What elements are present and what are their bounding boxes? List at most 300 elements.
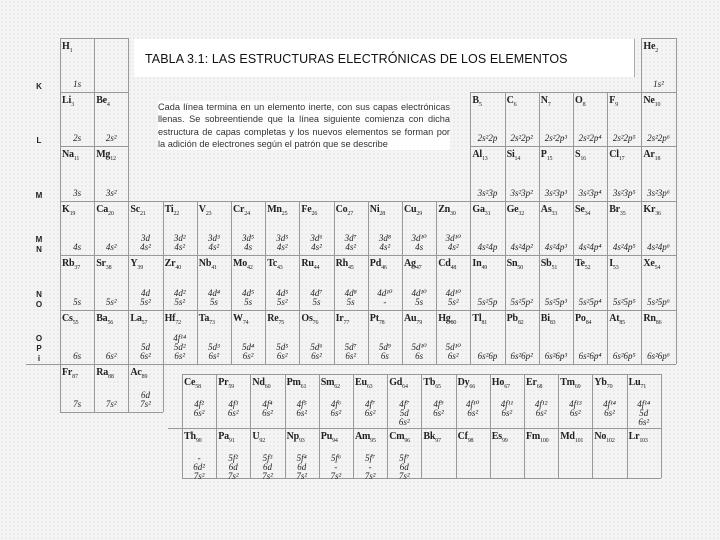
electron-configuration: 5s (73, 297, 82, 307)
element-symbol (423, 431, 440, 444)
element-symbol (643, 258, 660, 271)
element-symbol (609, 204, 625, 217)
element-cell-c (505, 92, 539, 146)
element-cell-sr (94, 255, 128, 310)
element-symbol-text: Au (404, 313, 417, 324)
element-cell-es (490, 428, 524, 478)
atomic-number: 6 (513, 102, 517, 108)
electron-configuration: 4f⁴ 6s² (262, 399, 273, 418)
electron-configuration: 6s (73, 351, 82, 361)
element-symbol-text: Na (62, 149, 74, 160)
element-cell-ge (505, 201, 539, 255)
element-symbol (472, 313, 487, 326)
electron-configuration: 4f⁵ 6s² (296, 399, 308, 418)
element-cell-k (60, 201, 94, 255)
electron-configuration: 6s²6p² (510, 351, 533, 361)
element-symbol-text: Sc (130, 204, 140, 215)
element-symbol-text: Pd (369, 258, 382, 269)
element-cell-i (607, 255, 641, 310)
element-cell-er (524, 374, 558, 426)
electron-configuration: 4d¹⁰ - (377, 288, 393, 307)
element-symbol (267, 258, 282, 271)
electron-configuration: 7s (73, 399, 82, 409)
element-symbol (507, 95, 517, 108)
element-symbol-text: Fr (62, 367, 73, 378)
element-cell-s (573, 146, 607, 201)
element-symbol-text: Po (575, 313, 586, 324)
element-symbol-text: No (594, 431, 607, 442)
element-symbol-text: Ge (506, 204, 519, 215)
atomic-number: 55 (72, 320, 79, 326)
electron-configuration: 5d³ 6s² (208, 342, 220, 361)
element-cell-si (505, 146, 539, 201)
element-symbol (301, 258, 319, 271)
atomic-number: 56 (107, 320, 114, 326)
element-symbol (199, 258, 217, 271)
element-cell-re (265, 310, 299, 364)
element-symbol (472, 149, 487, 162)
atomic-number: 18 (654, 156, 661, 162)
element-symbol (233, 313, 248, 326)
element-cell-sn (505, 255, 539, 310)
element-cell-ag (402, 255, 436, 310)
element-symbol-text: Ba (96, 313, 108, 324)
element-symbol-text: Cr (233, 204, 245, 215)
element-symbol-text: Fm (526, 431, 541, 442)
element-symbol-text: F (609, 95, 616, 106)
element-symbol (62, 367, 78, 380)
atomic-number: 57 (141, 320, 148, 326)
element-cell-mo (231, 255, 265, 310)
electron-configuration: 3d¹⁰ 4s (411, 233, 427, 252)
atomic-number: 21 (140, 211, 146, 217)
atomic-number: 92 (259, 438, 266, 444)
grid-line-v (676, 310, 677, 364)
atomic-number: 74 (242, 320, 249, 326)
element-symbol (96, 258, 111, 271)
electron-configuration: 4f¹⁴ 5d 6s² (637, 399, 651, 427)
element-symbol (404, 313, 422, 326)
electron-configuration: 4d¹⁰ 5s (411, 288, 427, 307)
electron-configuration: 5s²5p (477, 297, 498, 307)
atomic-number: 46 (381, 265, 387, 271)
atomic-number: 87 (72, 374, 78, 380)
atomic-number: 5 (478, 102, 482, 108)
element-symbol-text: C (506, 95, 514, 106)
grid-line-v (128, 38, 129, 92)
element-symbol-text: Rh (335, 258, 348, 269)
element-cell-fr (60, 364, 94, 412)
element-symbol (643, 149, 660, 162)
element-symbol-text: Pt (369, 313, 379, 324)
electron-configuration: 5d 6s² (140, 342, 151, 361)
electron-configuration: 3d¹⁰ 4s² (445, 233, 461, 252)
electron-configuration: 5d¹⁰ 6s (411, 342, 427, 361)
electron-configuration: 4d⁷ 5s (310, 288, 323, 307)
element-symbol (96, 149, 116, 162)
electron-configuration: 5f⁷ - 7s² (364, 453, 376, 481)
atomic-number: 71 (640, 384, 647, 390)
electron-configuration: 3s²3p⁶ (647, 188, 670, 198)
electron-configuration: 2s (73, 133, 82, 143)
element-symbol-text: Ar (643, 149, 655, 160)
atomic-number: 39 (137, 265, 144, 271)
electron-configuration: 4f⁷ 5d 6s² (398, 399, 410, 427)
element-cell-cl (607, 146, 641, 201)
atomic-number: 88 (108, 374, 114, 380)
element-symbol (643, 204, 660, 217)
atomic-number: 27 (347, 211, 354, 217)
element-symbol-text: Os (301, 313, 313, 324)
atomic-number: 30 (450, 211, 456, 217)
element-symbol-text: S (575, 149, 581, 160)
shell-label: N O (35, 290, 43, 309)
atomic-number: 10 (654, 102, 661, 108)
electron-configuration: 4d 5s² (140, 288, 151, 307)
element-symbol-text: Pr (218, 377, 229, 388)
electron-configuration: 4d⁵ 5s² (276, 288, 289, 307)
element-symbol (541, 258, 557, 271)
electron-configuration: 4f⁹ 6s² (433, 399, 444, 418)
element-symbol (165, 313, 181, 326)
atomic-number: 79 (416, 320, 422, 326)
atomic-number: 90 (195, 438, 202, 444)
atomic-number: 95 (370, 438, 376, 444)
element-symbol-text: Tm (560, 377, 575, 388)
element-symbol-text: Am (355, 431, 371, 442)
atomic-number: 50 (517, 265, 523, 271)
element-symbol (541, 204, 557, 217)
electron-configuration: 3s²3p⁴ (578, 188, 602, 198)
element-cell-ra (94, 364, 128, 412)
element-cell-au (402, 310, 436, 364)
electron-configuration: 5d⁴ 6s² (242, 342, 255, 361)
electron-configuration: 4f¹⁰ 6s² (466, 399, 480, 418)
element-symbol (130, 204, 145, 217)
atomic-number: 102 (606, 438, 615, 444)
element-symbol (130, 258, 143, 271)
atomic-number: 85 (619, 320, 625, 326)
element-symbol-text: Co (335, 204, 348, 215)
atomic-number: 89 (141, 374, 148, 380)
element-symbol (472, 204, 490, 217)
atomic-number: 9 (615, 102, 618, 108)
electron-configuration: 4d² 5s² (173, 288, 186, 307)
element-cell-hg (436, 310, 470, 364)
element-cell-cf (456, 428, 490, 478)
electron-configuration: 1s (73, 79, 82, 89)
atomic-number: 80 (450, 320, 457, 326)
element-symbol (370, 313, 385, 326)
element-symbol (507, 149, 521, 162)
element-symbol-text: Al (472, 149, 482, 160)
element-symbol-text: Lu (628, 377, 641, 388)
element-cell-rh (334, 255, 368, 310)
element-symbol (165, 204, 179, 217)
element-symbol (643, 41, 658, 54)
grid-line-v (676, 92, 677, 146)
electron-configuration: 3d⁵ 4s² (276, 233, 289, 252)
element-cell-zn (436, 201, 470, 255)
atomic-number: 7 (547, 102, 551, 108)
element-symbol (541, 149, 553, 162)
electron-configuration: 4f¹⁴ 6s² (603, 399, 616, 418)
atomic-number: 67 (504, 384, 510, 390)
atomic-number: 45 (347, 265, 354, 271)
element-symbol (355, 377, 372, 390)
atomic-number: 42 (247, 265, 253, 271)
atomic-number: 58 (195, 384, 201, 390)
element-symbol-text: Se (575, 204, 585, 215)
element-symbol (492, 431, 508, 444)
element-symbol-text: Ne (643, 95, 655, 106)
atomic-number: 97 (435, 438, 441, 444)
element-symbol-text: U (252, 431, 260, 442)
element-cell-pr (216, 374, 250, 426)
table-title: TABLA 3.1: LAS ESTRUCTURAS ELECTRÓNICAS DE LOS ELEMENTOS (145, 52, 568, 66)
element-cell-lu (627, 374, 661, 426)
element-cell-tb (421, 374, 455, 426)
electron-configuration: 4d⁴ 5s (207, 288, 220, 307)
element-symbol-text: In (472, 258, 482, 269)
atomic-number: 82 (517, 320, 524, 326)
atomic-number: 69 (574, 384, 581, 390)
atomic-number: 1 (69, 48, 73, 54)
electron-configuration: 3s²3p³ (544, 188, 568, 198)
atomic-number: 14 (514, 156, 521, 162)
element-cell-ni (368, 201, 402, 255)
atomic-number: 23 (205, 211, 212, 217)
element-symbol (165, 258, 181, 271)
element-cell-sc (128, 201, 162, 255)
element-cell-lr (627, 428, 661, 478)
electron-configuration: 2s²2p (477, 133, 498, 143)
shell-label: M N (35, 235, 43, 254)
element-symbol (575, 95, 585, 108)
element-symbol (507, 258, 523, 271)
atomic-number: 49 (481, 265, 488, 271)
electron-configuration: 2s²2p⁵ (612, 133, 636, 143)
element-symbol (252, 377, 270, 390)
element-symbol (438, 313, 456, 326)
element-cell-mn (265, 201, 299, 255)
atomic-number: 4 (106, 102, 110, 108)
grid-line-h (60, 412, 163, 413)
element-cell-xe (641, 255, 675, 310)
element-symbol-text: Cl (609, 149, 619, 160)
atomic-number: 31 (484, 211, 491, 217)
element-symbol (609, 149, 624, 162)
element-cell-p (539, 146, 573, 201)
element-symbol-text: I (609, 258, 613, 269)
element-symbol (301, 204, 317, 217)
electron-configuration: 6s²6p⁶ (647, 351, 670, 361)
atomic-number: 64 (402, 384, 408, 390)
shell-label: M (35, 191, 43, 200)
element-cell-ho (490, 374, 524, 426)
element-symbol-text: Cu (404, 204, 417, 215)
element-symbol-text: Hf (164, 313, 176, 324)
element-cell-ar (641, 146, 675, 201)
electron-configuration: 3s²3p⁵ (612, 188, 636, 198)
atomic-number: 11 (73, 156, 80, 162)
element-cell-tl (470, 310, 504, 364)
atomic-number: 16 (580, 156, 586, 162)
element-symbol-text: Rn (643, 313, 656, 324)
element-symbol-text: Np (286, 431, 299, 442)
atomic-number: 25 (281, 211, 288, 217)
electron-configuration: 5d⁷ 6s² (344, 342, 357, 361)
atomic-number: 20 (108, 211, 114, 217)
electron-configuration: 4s² (105, 242, 117, 252)
electron-configuration: 2s² (105, 133, 117, 143)
atomic-number: 103 (639, 438, 648, 444)
element-symbol (287, 377, 307, 390)
element-symbol-text: Te (575, 258, 585, 269)
element-symbol (458, 431, 474, 444)
element-symbol-text: O (575, 95, 583, 106)
atomic-number: 35 (619, 211, 626, 217)
atomic-number: 62 (334, 384, 340, 390)
element-symbol-text: Lr (628, 431, 640, 442)
element-cell-gd (387, 374, 421, 426)
element-cell-he (641, 38, 675, 92)
atomic-number: 81 (481, 320, 488, 326)
element-symbol (507, 204, 524, 217)
atomic-number: 28 (379, 211, 386, 217)
atomic-number: 65 (435, 384, 441, 390)
atomic-number: 75 (278, 320, 285, 326)
element-cell-nb (197, 255, 231, 310)
electron-configuration: 5d⁵ 6s² (276, 342, 289, 361)
element-symbol-text: Pm (286, 377, 301, 388)
element-symbol (184, 377, 201, 390)
element-cell-pd (368, 255, 402, 310)
element-symbol (370, 258, 387, 271)
element-cell-pb (505, 310, 539, 364)
atomic-number: 19 (69, 211, 76, 217)
element-cell-y (128, 255, 162, 310)
atomic-number: 84 (585, 320, 592, 326)
element-symbol (199, 204, 212, 217)
electron-configuration: 5f⁶ - 7s² (330, 453, 342, 481)
electron-configuration: 4f⁶ 6s² (330, 399, 342, 418)
element-cell-tc (265, 255, 299, 310)
atomic-number: 72 (175, 320, 181, 326)
element-symbol-text: Xe (643, 258, 655, 269)
element-symbol-text: Br (609, 204, 620, 215)
element-symbol (438, 204, 455, 217)
element-cell-bk (421, 428, 455, 478)
element-symbol (541, 95, 551, 108)
element-symbol (130, 313, 147, 326)
element-cell-cm (387, 428, 421, 481)
element-cell-md (558, 428, 592, 478)
atomic-number: 76 (312, 320, 319, 326)
atomic-number: 59 (228, 384, 234, 390)
element-symbol (336, 313, 350, 326)
element-symbol (62, 204, 75, 217)
element-symbol-text: Mo (233, 258, 248, 269)
electron-configuration: - 6d² 7s² (193, 453, 205, 481)
element-cell-fm (524, 428, 558, 478)
element-symbol-text: Sb (540, 258, 552, 269)
element-symbol (62, 258, 80, 271)
electron-configuration: 3d⁵ 4s (242, 233, 255, 252)
element-cell-dy (456, 374, 490, 426)
atomic-number: 47 (415, 265, 422, 271)
atomic-number: 70 (606, 384, 613, 390)
element-symbol (594, 431, 614, 444)
element-symbol-text: Es (491, 431, 502, 442)
element-cell-li (60, 92, 94, 146)
element-symbol (492, 377, 510, 390)
element-symbol (267, 313, 284, 326)
element-symbol-text: V (198, 204, 206, 215)
electron-configuration: 2s²2p³ (544, 133, 568, 143)
element-symbol-text: Sn (506, 258, 518, 269)
atomic-number: 93 (298, 438, 305, 444)
element-cell-bi (539, 310, 573, 364)
element-symbol (96, 95, 110, 108)
element-cell-v (197, 201, 231, 255)
electron-configuration: 5s²5p² (510, 297, 533, 307)
electron-configuration: 3s²3p (477, 188, 498, 198)
element-symbol (438, 258, 456, 271)
element-symbol-text: Ga (472, 204, 485, 215)
element-cell-na (60, 146, 94, 201)
grid-line-v (94, 38, 95, 92)
element-symbol (62, 313, 78, 326)
element-symbol-text: Sr (96, 258, 106, 269)
element-symbol-text: P (540, 149, 547, 160)
element-cell-pt (368, 310, 402, 364)
element-symbol (96, 313, 113, 326)
element-cell-sb (539, 255, 573, 310)
element-cell-mg (94, 146, 128, 201)
element-symbol (560, 377, 580, 390)
element-symbol-text: K (62, 204, 70, 215)
atomic-number: 44 (313, 265, 320, 271)
element-symbol (389, 377, 408, 390)
grid-line-v (128, 146, 129, 201)
atomic-number: 78 (378, 320, 385, 326)
electron-configuration: 4d¹⁰ 5s² (445, 288, 461, 307)
element-symbol (404, 204, 422, 217)
electron-configuration: 5d⁶ 6s² (310, 342, 323, 361)
element-cell-sm (319, 374, 353, 426)
electron-configuration: 5s²5p⁶ (647, 297, 670, 307)
atomic-number: 68 (536, 384, 543, 390)
atomic-number: 52 (584, 265, 591, 271)
electron-configuration: 5f³ 6d 7s² (262, 453, 273, 481)
electron-configuration: 7s² (105, 399, 117, 409)
element-cell-as (539, 201, 573, 255)
element-cell-f (607, 92, 641, 146)
element-symbol (609, 258, 618, 271)
shell-label: L (36, 136, 42, 145)
element-cell-ca (94, 201, 128, 255)
electron-configuration: 3s²3p² (510, 188, 533, 198)
electron-configuration: 6d 7s² (140, 390, 151, 409)
element-symbol-text: Dy (457, 377, 470, 388)
element-cell-eu (353, 374, 387, 426)
element-cell-n (539, 92, 573, 146)
electron-configuration: 5s²5p³ (544, 297, 568, 307)
element-symbol-text: Cd (438, 258, 451, 269)
atomic-number: 40 (175, 265, 181, 271)
element-symbol (62, 41, 72, 54)
